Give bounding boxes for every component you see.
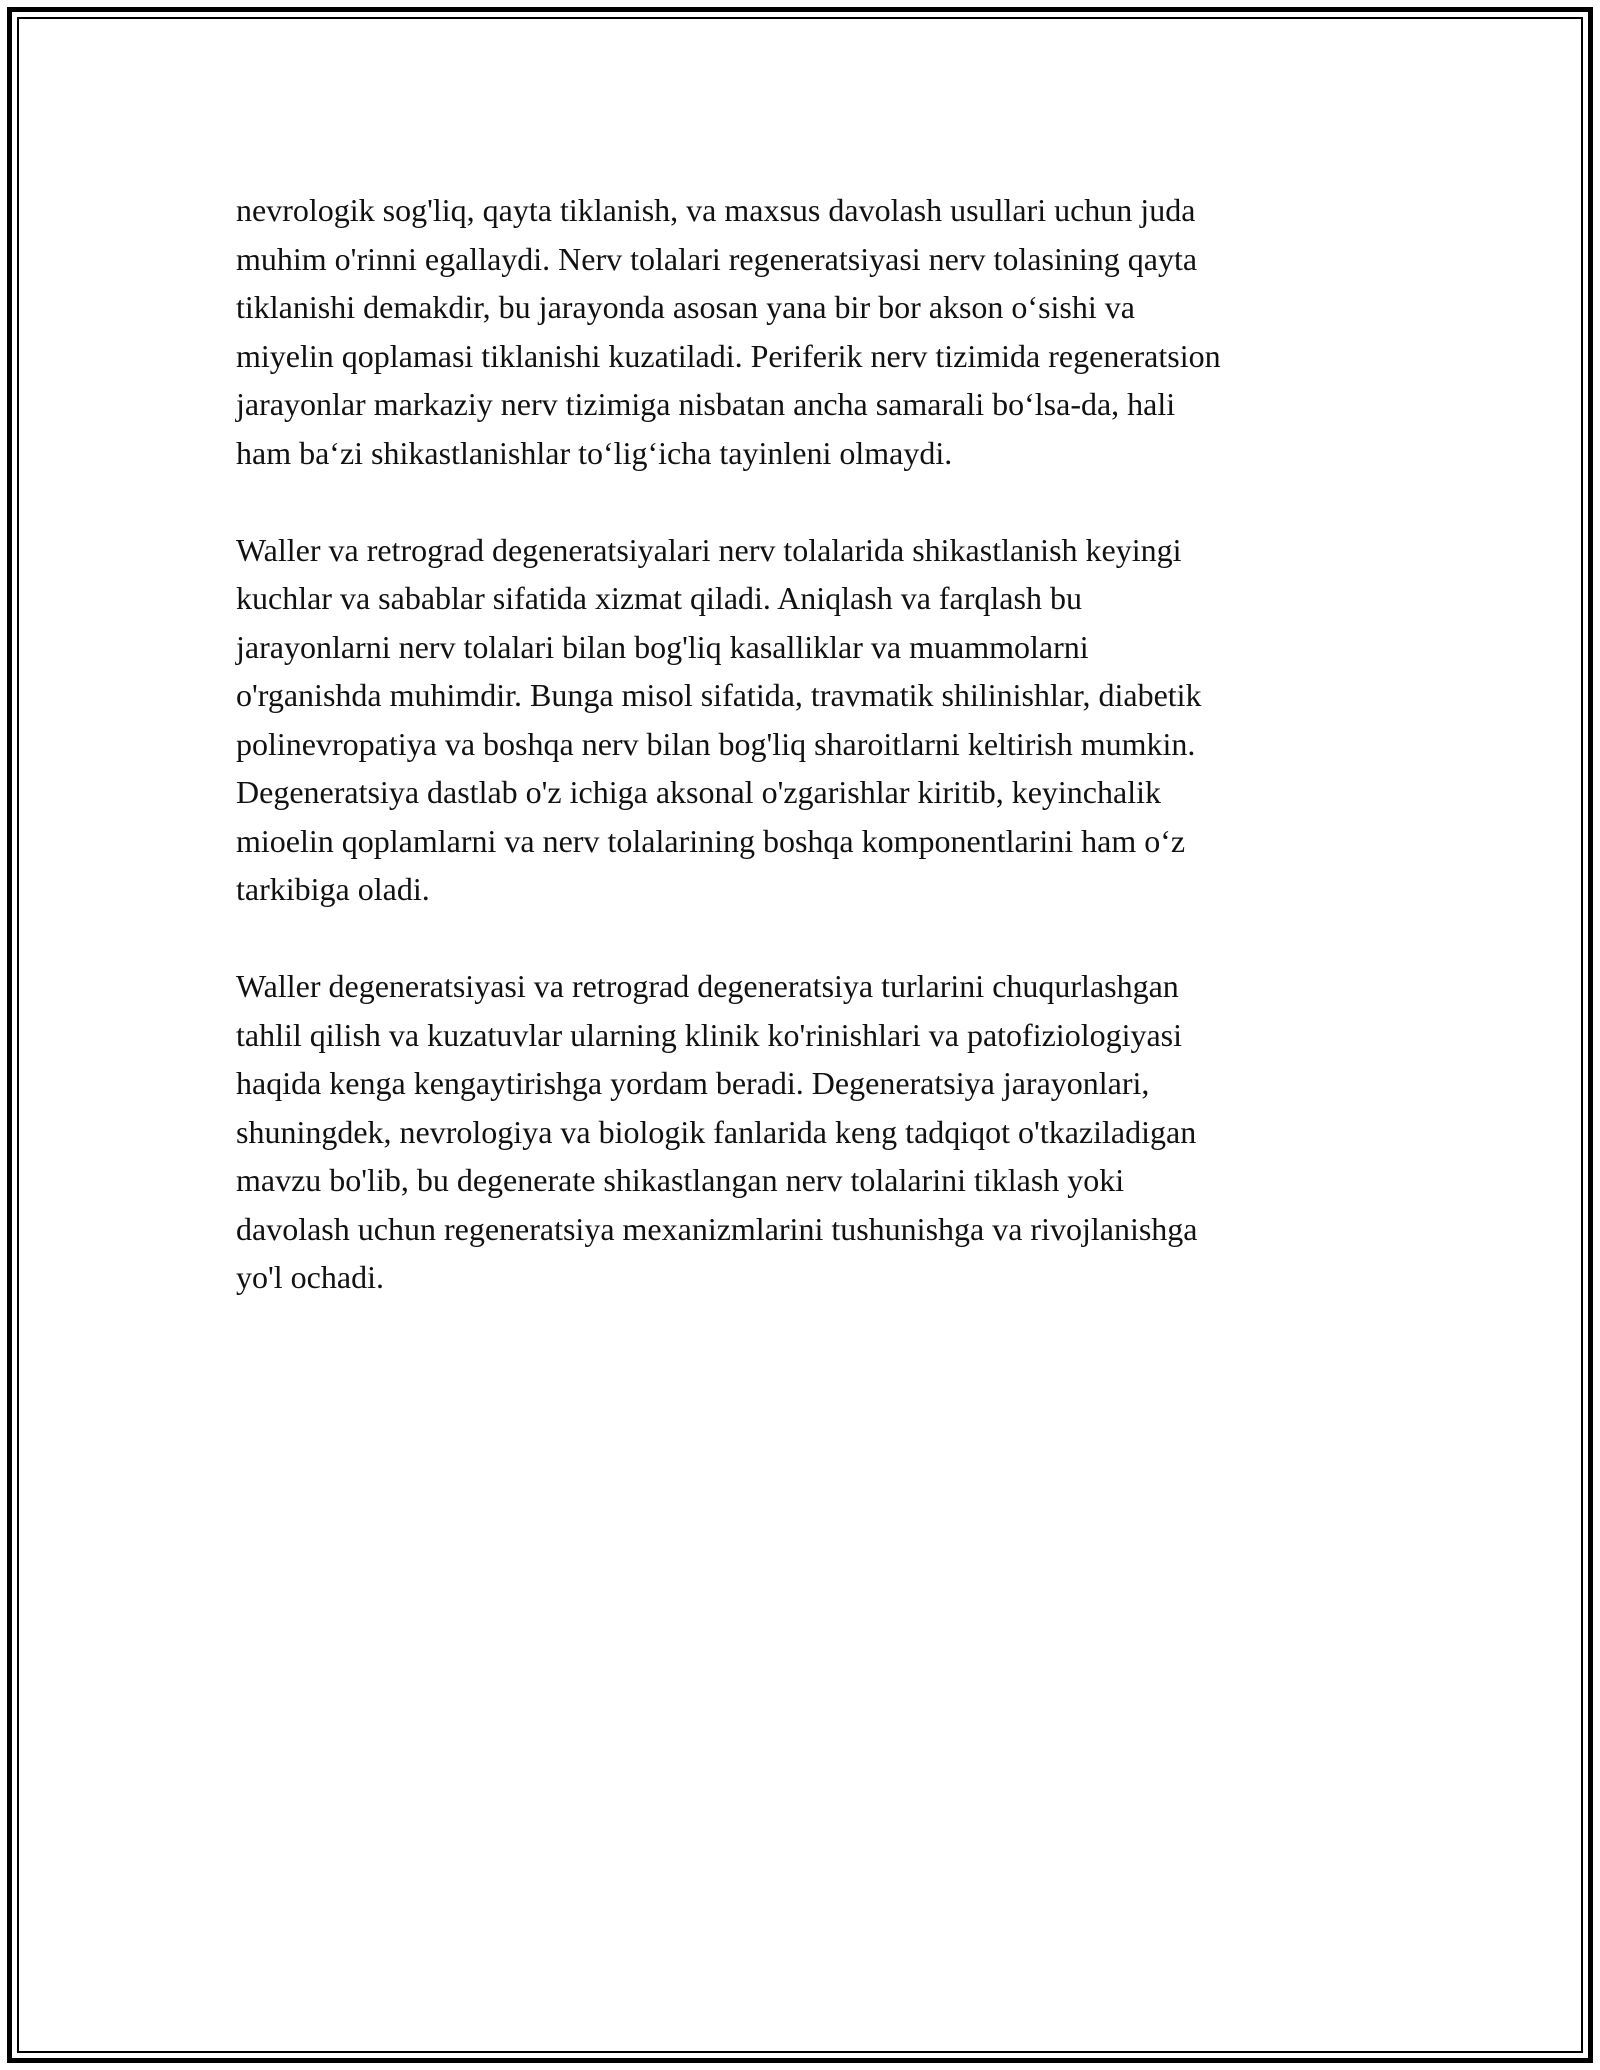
text-line: Waller degeneratsiyasi va retrograd degeneratsiya turlarini chuqurlashgan <box>236 968 1179 1004</box>
text-line: tiklanishi demakdir, bu jarayonda asosan yana bir bor akson o‘sishi va <box>236 289 1135 325</box>
text-line: tahlil qilish va kuzatuvlar ularning klinik ko'rinishlari va patofiziologiyasi <box>236 1016 1183 1053</box>
paragraph-2 <box>236 526 1376 914</box>
text-line: tarkibiga oladi. <box>236 871 430 907</box>
text-line: kuchlar va sabablar sifatida xizmat qiladi. Aniqlash va farqlash bu <box>236 580 1082 616</box>
text-line: jarayonlar markaziy nerv tizimiga nisbatan ancha samarali bo‘lsa-da, hali <box>236 386 1176 422</box>
text-line: jarayonlarni nerv tolalari bilan bog'liq kasalliklar va muammolarni <box>236 628 1089 665</box>
text-line: davolash uchun regeneratsiya mexanizmlarini tushunishga va rivojlanishga <box>236 1210 1198 1247</box>
text-line: shuningdek, nevrologiya va biologik fanlarida keng tadqiqot o'tkaziladigan <box>236 1113 1197 1150</box>
text-line: mavzu bo'lib, bu degenerate shikastlangan nerv tolalarini tiklash yoki <box>236 1162 1125 1198</box>
text-line: ham ba‘zi shikastlanishlar to‘lig‘icha tayinleni olmaydi. <box>236 434 953 471</box>
text-line: mioelin qoplamlarni va nerv tolalarining boshqa komponentlarini ham o‘z <box>236 822 1186 859</box>
text-line: nevrologik sog'liq, qayta tiklanish, va maxsus davolash usullari uchun juda <box>236 192 1196 228</box>
text-line: polinevropatiya va boshqa nerv bilan bog'liq sharoitlarni keltirish mumkin. <box>236 725 1196 762</box>
text-line: miyelin qoplamasi tiklanishi kuzatiladi. Periferik nerv tizimida regeneratsion <box>236 337 1221 374</box>
text-line: o'rganishda muhimdir. Bunga misol sifatida, travmatik shilinishlar, diabetik <box>236 677 1202 713</box>
paragraph-1 <box>236 186 1376 477</box>
text-line: Waller va retrograd degeneratsiyalari nerv tolalarida shikastlanish keyingi <box>236 531 1182 568</box>
text-line: Degeneratsiya dastlab o'z ichiga aksonal o'zgarishlar kiritib, keyinchalik <box>236 774 1161 810</box>
text-line: haqida kenga kengaytirishga yordam beradi. Degeneratsiya jarayonlari, <box>236 1065 1150 1101</box>
paragraph-3 <box>236 962 1376 1302</box>
document-body <box>236 186 1376 1350</box>
text-line: yo'l ochadi. <box>236 1259 384 1295</box>
text-line: muhim o'rinni egallaydi. Nerv tolalari regeneratsiyasi nerv tolasining qayta <box>236 240 1198 277</box>
